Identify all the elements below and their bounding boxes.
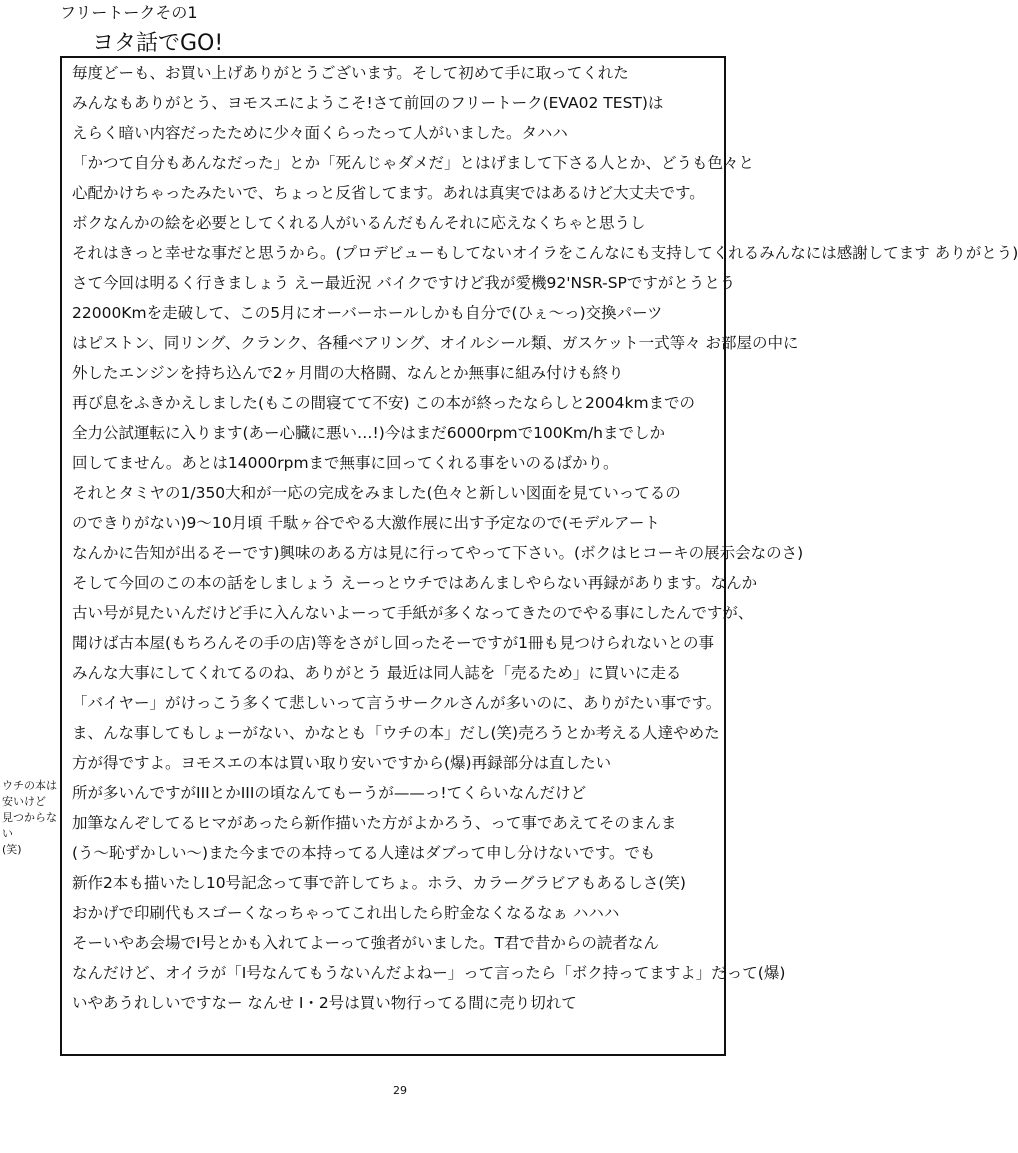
text-line: のできりがない)9〜10月頃 千駄ヶ谷でやる大激作展に出す予定なので(モデルアート <box>72 514 660 532</box>
text-line: そして今回のこの本の話をしましょう えーっとウチではあんましやらない再録があります。なんか <box>72 574 758 592</box>
text-line: 聞けば古本屋(もちろんその手の店)等をさがし回ったそーですが1冊も見つけられないとの事 <box>72 634 714 652</box>
text-line: 新作2本も描いたし10号記念って事で許してちょ。ホラ、カラーグラビアもあるしさ(笑) <box>72 874 686 892</box>
margin-note: ウチの本は 安いけど 見つからない (笑) <box>2 779 57 856</box>
text-line: 「かつて自分もあんなだった」とか「死んじゃダメだ」とはげまして下さる人とか、どうも色々と <box>72 154 755 172</box>
text-line: 方が得ですよ。ヨモスエの本は買い取り安いですから(爆)再録部分は直したい <box>72 754 612 772</box>
text-line: 外したエンジンを持ち込んで2ヶ月間の大格闘、なんとか無事に組み付けも終り <box>72 364 624 382</box>
text-line: 再び息をふきかえしました(もこの間寝てて不安) この本が終ったならしと2004kmまでの <box>72 394 696 412</box>
text-line: ま、んな事してもしょーがない、かなとも「ウチの本」だし(笑)売ろうとか考える人達やめた <box>72 724 720 742</box>
text-line: いやあうれしいですなー なんせ I・2号は買い物行ってる間に売り切れて <box>72 994 577 1012</box>
text-line: おかげで印刷代もスゴーくなっちゃってこれ出したら貯金なくなるなぁ ハハハ <box>72 904 620 922</box>
page-title: ヨタ話でGO! <box>92 31 224 56</box>
free-talk-label: フリートークその1 <box>60 3 198 22</box>
text-line: なんだけど、オイラが「I号なんてもうないんだよねー」って言ったら「ボク持ってますよ」だって(爆) <box>72 964 786 982</box>
text-line: はピストン、同リング、クランク、各種ベアリング、オイルシール類、ガスケット一式等々 お部屋の中に <box>72 334 799 352</box>
text-line: みんなもありがとう、ヨモスエにようこそ!さて前回のフリートーク(EVA02 TEST)は <box>72 94 664 112</box>
text-line: 心配かけちゃったみたいで、ちょっと反省してます。あれは真実ではあるけど大丈夫です。 <box>72 184 705 202</box>
page-number: 29 <box>393 1084 407 1097</box>
text-line: さて今回は明るく行きましょう えー最近況 バイクですけど我が愛機92'NSR-SPですがとうとう <box>72 274 736 292</box>
text-line: 22000Kmを走破して、この5月にオーバーホールしかも自分で(ひぇ〜っ)交換パーツ <box>72 304 663 322</box>
text-line: 全力公試運転に入ります(あー心臓に悪い…!)今はまだ6000rpmで100Km/hまでしか <box>72 424 665 442</box>
text-line: それとタミヤの1/350大和が一応の完成をみました(色々と新しい図面を見ていってるの <box>72 484 681 502</box>
text-line: なんかに告知が出るそーです)興味のある方は見に行ってやって下さい。(ボクはヒコーキの展示会なのさ) <box>72 544 804 562</box>
text-line: そーいやあ会場でI号とかも入れてよーって強者がいました。T君で昔からの読者なん <box>72 934 659 952</box>
text-line: ボクなんかの絵を必要としてくれる人がいるんだもんそれに応えなくちゃと思うし <box>72 214 646 232</box>
text-line: (う〜恥ずかしい〜)また今までの本持ってる人達はダブって申し分けないです。でも <box>72 844 656 862</box>
text-line: 所が多いんですがIIIとかIIIの頃なんてもーうが——っ!てくらいなんだけど <box>72 784 587 802</box>
text-line: 「バイヤー」がけっこう多くて悲しいって言うサークルさんが多いのに、ありがたい事です。 <box>72 694 722 712</box>
text-line: えらく暗い内容だったために少々面くらったって人がいました。タハハ <box>72 124 568 142</box>
text-line: それはきっと幸せな事だと思うから。(プロデビューもしてないオイラをこんなにも支持してくれるみんなには感謝してます ありがとう) <box>72 244 1018 262</box>
text-line: 古い号が見たいんだけど手に入んないよーって手紙が多くなってきたのでやる事にしたんですが、 <box>72 604 754 622</box>
text-line: みんな大事にしてくれてるのね、ありがとう 最近は同人誌を「売るため」に買いに走る <box>72 664 682 682</box>
text-line: 回してません。あとは14000rpmまで無事に回ってくれる事をいのるばかり。 <box>72 454 619 472</box>
text-line: 加筆なんぞしてるヒマがあったら新作描いた方がよかろう、って事であえてそのまんま <box>72 814 677 832</box>
text-line: 毎度どーも、お買い上げありがとうございます。そして初めて手に取ってくれた <box>72 64 629 82</box>
